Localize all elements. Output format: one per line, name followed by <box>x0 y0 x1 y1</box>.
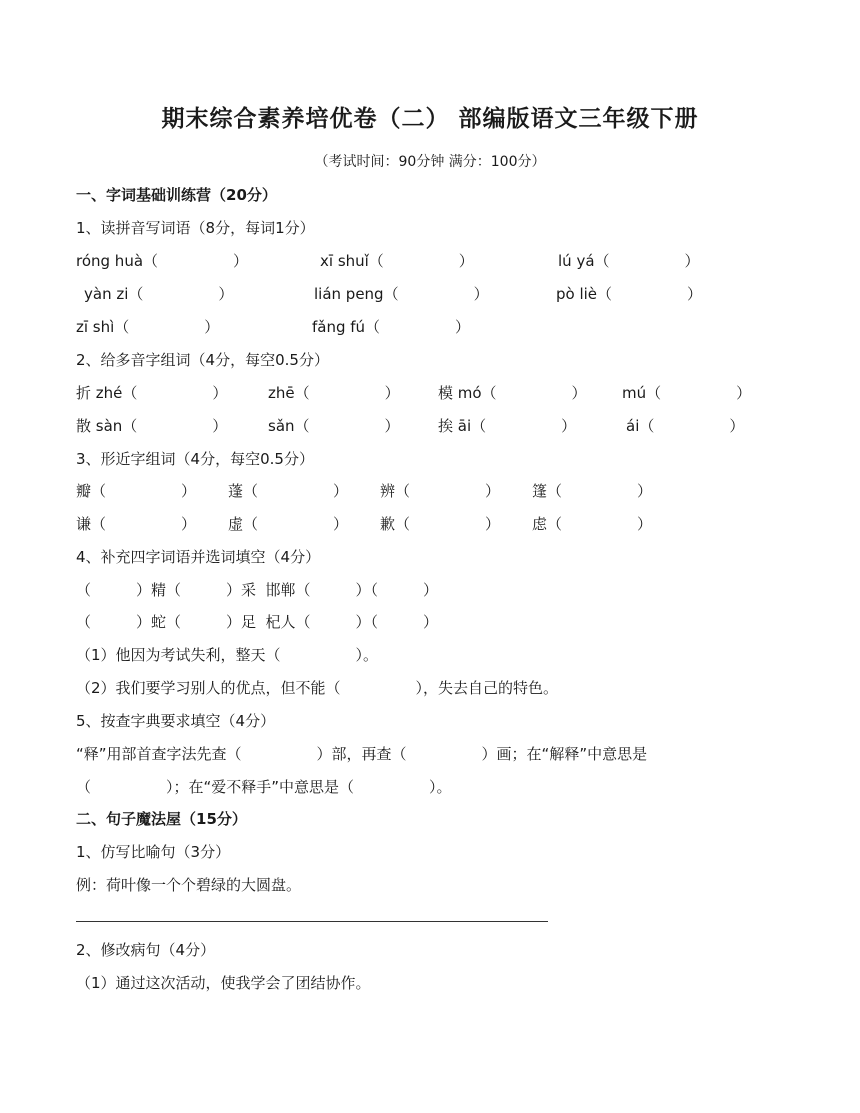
pinyin-item: lián peng（ ） <box>314 285 489 303</box>
polyphone-item: 折 zhé（ ） <box>76 384 228 402</box>
fill-blank-item: （2）我们要学习别人的优点，但不能（ ），失去自己的特色。 <box>76 679 559 697</box>
section-heading: 二、句子魔法屋（15分） <box>76 810 247 828</box>
question-heading: 1、仿写比喻句（3分） <box>76 843 231 861</box>
polyphone-item: 散 sàn（ ） <box>76 417 228 435</box>
idiom-row: （ ）蛇（ ）足 杞人（ ）（ ） <box>76 613 439 631</box>
pinyin-item: xī shuǐ（ ） <box>320 252 474 270</box>
fill-blank-item: （1）他因为考试失利，整天（ ）。 <box>76 646 379 664</box>
pinyin-item: yàn zi（ ） <box>84 285 234 303</box>
pinyin-item: pò liè（ ） <box>556 285 703 303</box>
exam-info: （考试时间：90分钟 满分：100分） <box>314 154 546 170</box>
polyphone-item: 模 mó（ ） <box>438 384 587 402</box>
similar-char-item: 歉（ ） <box>380 515 501 533</box>
similar-char-item: 虚（ ） <box>228 515 349 533</box>
dictionary-question-line: “释”用部首查字法先查（ ）部，再查（ ）画；在“解释”中意思是 <box>76 745 648 763</box>
polyphone-item: ái（ ） <box>626 417 745 435</box>
section-heading: 一、字词基础训练营（20分） <box>76 186 277 204</box>
question-heading: 2、给多音字组词（4分，每空0.5分） <box>76 351 329 369</box>
page-title: 期末综合素养培优卷（二） 部编版语文三年级下册 <box>161 106 699 132</box>
polyphone-item: zhē（ ） <box>268 384 400 402</box>
polyphone-item: 挨 āi（ ） <box>438 417 577 435</box>
pinyin-item: fǎng fú（ ） <box>312 318 471 336</box>
similar-char-item: 辨（ ） <box>380 482 501 500</box>
sentence-correction-item: （1）通过这次活动，使我学会了团结协作。 <box>76 974 371 992</box>
question-heading: 5、按查字典要求填空（4分） <box>76 712 276 730</box>
example-sentence: 例：荷叶像一个个碧绿的大圆盘。 <box>76 876 302 894</box>
pinyin-item: zī shì（ ） <box>76 318 220 336</box>
question-heading: 3、形近字组词（4分，每空0.5分） <box>76 450 314 468</box>
question-heading: 4、补充四字词语并选词填空（4分） <box>76 548 321 566</box>
idiom-row: （ ）精（ ）采 邯郸（ ）（ ） <box>76 581 439 599</box>
pinyin-item: lú yá（ ） <box>558 252 700 270</box>
similar-char-item: 虑（ ） <box>532 515 653 533</box>
polyphone-item: sǎn（ ） <box>268 417 400 435</box>
question-heading: 2、修改病句（4分） <box>76 941 216 959</box>
question-heading: 1、读拼音写词语（8分，每词1分） <box>76 219 315 237</box>
polyphone-item: mú（ ） <box>622 384 752 402</box>
similar-char-item: 谦（ ） <box>76 515 197 533</box>
dictionary-question-line: （ ）；在“爱不释手”中意思是（ ）。 <box>76 778 452 796</box>
pinyin-item: róng huà（ ） <box>76 252 249 270</box>
similar-char-item: 篷（ ） <box>532 482 653 500</box>
answer-line <box>76 921 548 922</box>
similar-char-item: 蓬（ ） <box>228 482 349 500</box>
similar-char-item: 瓣（ ） <box>76 482 197 500</box>
